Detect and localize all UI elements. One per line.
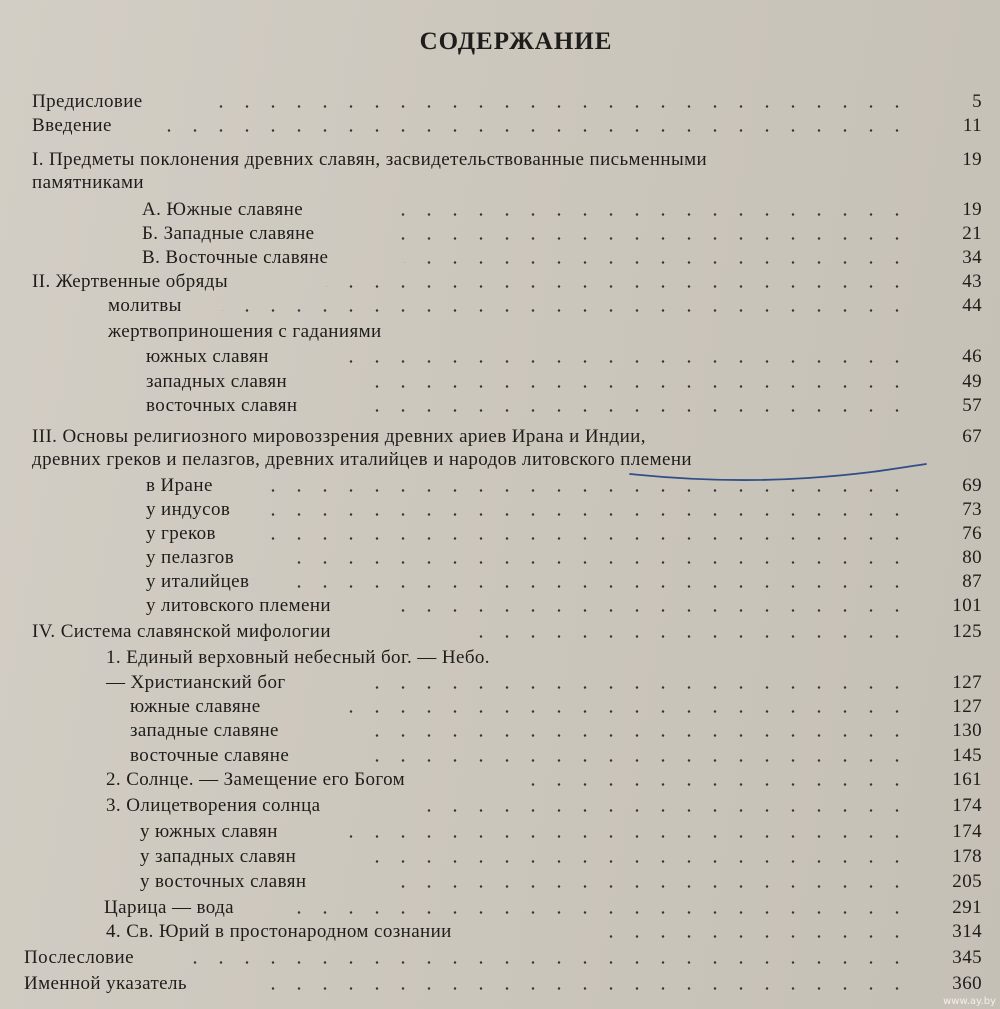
toc-entry-title: I. Предметы поклонения древних славян, засвидетельствованные письменными bbox=[32, 149, 708, 170]
dot-leader bbox=[392, 609, 910, 612]
toc-page-number: 314 bbox=[952, 921, 982, 942]
dot-leader bbox=[524, 783, 910, 786]
dot-leader bbox=[372, 759, 910, 762]
toc-entry-prayers bbox=[0, 294, 1000, 318]
toc-page-number: 46 bbox=[962, 346, 982, 367]
dot-leader bbox=[262, 513, 910, 516]
toc-entry-hindus bbox=[0, 498, 1000, 522]
dot-leader bbox=[460, 635, 910, 638]
toc-entry-eastern-slavs-3 bbox=[0, 744, 1000, 768]
toc-entry-saint-george bbox=[0, 920, 1000, 944]
toc-entry-western-slavs-3 bbox=[0, 719, 1000, 743]
dot-leader bbox=[250, 489, 910, 492]
toc-page-number: 125 bbox=[952, 621, 982, 642]
dot-leader bbox=[330, 360, 910, 363]
dot-leader bbox=[384, 885, 910, 888]
dot-leader bbox=[360, 409, 910, 412]
toc-page-number: 80 bbox=[962, 547, 982, 568]
toc-page-number: 130 bbox=[952, 720, 982, 741]
toc-page-number: 174 bbox=[952, 795, 982, 816]
dot-leader bbox=[346, 710, 910, 713]
toc-page-number: 57 bbox=[962, 395, 982, 416]
toc-entry-title: западных славян bbox=[146, 371, 288, 392]
toc-entry-title: 1. Единый верховный небесный бог. — Небо. bbox=[106, 647, 490, 668]
watermark: www.ay.by bbox=[943, 996, 996, 1007]
dot-leader bbox=[326, 285, 910, 288]
toc-entry-title: у пелазгов bbox=[146, 547, 235, 568]
toc-entry-title: Б. Западные славяне bbox=[142, 223, 315, 244]
dot-leader bbox=[360, 686, 910, 689]
toc-entry-chapter-3 bbox=[0, 425, 1000, 449]
toc-page-number: 21 bbox=[962, 223, 982, 244]
toc-entry-title: II. Жертвенные обряды bbox=[32, 271, 229, 292]
dot-leader bbox=[360, 385, 910, 388]
dot-leader bbox=[222, 309, 910, 312]
toc-entry-eastern-slavs-2 bbox=[0, 394, 1000, 418]
toc-page-number: 174 bbox=[952, 821, 982, 842]
toc-entry-title: памятниками bbox=[32, 172, 144, 193]
dot-leader bbox=[380, 213, 910, 216]
toc-entry-southern-slavs-2 bbox=[0, 345, 1000, 369]
toc-entry-title: южные славяне bbox=[130, 696, 261, 717]
toc-entry-title: у индусов bbox=[146, 499, 231, 520]
toc-page-number: 19 bbox=[962, 149, 982, 170]
dot-leader bbox=[250, 537, 910, 540]
toc-page-number: 76 bbox=[962, 523, 982, 544]
toc-entry-title: восточные славяне bbox=[130, 745, 290, 766]
toc-entry-southern-slavs-4 bbox=[0, 820, 1000, 844]
dot-leader bbox=[374, 860, 910, 863]
toc-entry-eastern-slavs-4 bbox=[0, 870, 1000, 894]
dot-leader bbox=[160, 129, 910, 132]
toc-page-number: 345 bbox=[952, 947, 982, 968]
dot-leader bbox=[348, 835, 910, 838]
toc-page-number: 87 bbox=[962, 571, 982, 592]
toc-entry-lithuanian-tribe bbox=[0, 594, 1000, 618]
toc-page-number: 291 bbox=[952, 897, 982, 918]
toc-entry-sacrifices bbox=[0, 320, 1000, 344]
toc-entry-title: у литовского племени bbox=[146, 595, 331, 616]
toc-entry-christian-god bbox=[0, 671, 1000, 695]
toc-entry-title: в Иране bbox=[146, 475, 213, 496]
toc-entry-southern-slavs bbox=[0, 198, 1000, 222]
toc-page-number: 34 bbox=[962, 247, 982, 268]
toc-entry-afterword bbox=[0, 946, 1000, 970]
toc-page-number: 44 bbox=[962, 295, 982, 316]
dot-leader bbox=[262, 987, 910, 990]
toc-page-number: 49 bbox=[962, 371, 982, 392]
toc-entry-eastern-slavs bbox=[0, 246, 1000, 270]
pen-underline-mark bbox=[628, 460, 928, 484]
toc-entry-title: III. Основы религиозного мировоззрения древних ариев Ирана и Индии, bbox=[32, 426, 646, 447]
dot-leader bbox=[292, 911, 910, 914]
dot-leader bbox=[404, 261, 910, 264]
toc-page-number: 205 bbox=[952, 871, 982, 892]
toc-entry-title: у восточных славян bbox=[140, 871, 307, 892]
toc-entry-western-slavs-4 bbox=[0, 845, 1000, 869]
toc-entry-sun-personifications bbox=[0, 794, 1000, 818]
dot-leader bbox=[276, 561, 910, 564]
toc-entry-title: 4. Св. Юрий в простонародном сознании bbox=[106, 921, 452, 942]
toc-entry-title: Послесловие bbox=[24, 947, 134, 968]
toc-page-number: 5 bbox=[972, 91, 982, 112]
dot-leader bbox=[590, 935, 910, 938]
toc-entry-chapter-1 bbox=[0, 148, 1000, 172]
toc-entry-pelasgians bbox=[0, 546, 1000, 570]
toc-entry-title: 2. Солнце. — Замещение его Богом bbox=[106, 769, 406, 790]
toc-entry-chapter-2 bbox=[0, 270, 1000, 294]
toc-entry-title: 3. Олицетворения солнца bbox=[106, 795, 321, 816]
toc-entry-title: Именной указатель bbox=[24, 973, 187, 994]
toc-page-number: 69 bbox=[962, 475, 982, 496]
toc-entry-title: — Христианский бог bbox=[106, 672, 286, 693]
toc-entry-title: Царица — вода bbox=[104, 897, 235, 918]
toc-entry-chapter-1-cont bbox=[0, 171, 1000, 195]
toc-entry-name-index bbox=[0, 972, 1000, 996]
toc-entry-title: IV. Система славянской мифологии bbox=[32, 621, 331, 642]
toc-entry-title: А. Южные славяне bbox=[142, 199, 304, 220]
toc-page-number: 43 bbox=[962, 271, 982, 292]
toc-entry-sun bbox=[0, 768, 1000, 792]
toc-entry-title: у южных славян bbox=[140, 821, 278, 842]
toc-entry-western-slavs bbox=[0, 222, 1000, 246]
toc-entry-title: молитвы bbox=[108, 295, 182, 316]
toc-entry-title: Предисловие bbox=[32, 91, 143, 112]
pen-underline-stroke bbox=[630, 464, 926, 480]
toc-entry-preface bbox=[0, 90, 1000, 114]
toc-entry-title: жертвоприношения с гаданиями bbox=[108, 321, 382, 342]
toc-entry-western-slavs-2 bbox=[0, 370, 1000, 394]
toc-page-number: 19 bbox=[962, 199, 982, 220]
dot-leader bbox=[360, 734, 910, 737]
toc-page-number: 360 bbox=[952, 973, 982, 994]
toc-page-number: 127 bbox=[952, 696, 982, 717]
toc-entry-greeks bbox=[0, 522, 1000, 546]
toc-page-number: 127 bbox=[952, 672, 982, 693]
toc-entry-title: древних греков и пелазгов, древних италийцев и народов литовского племени bbox=[32, 449, 692, 470]
toc-page-number: 67 bbox=[962, 426, 982, 447]
dot-leader bbox=[392, 237, 910, 240]
toc-entry-title: западные славяне bbox=[130, 720, 279, 741]
toc-entry-title: у западных славян bbox=[140, 846, 297, 867]
toc-entry-title: южных славян bbox=[146, 346, 269, 367]
dot-leader bbox=[290, 585, 910, 588]
page-title: СОДЕРЖАНИЕ bbox=[419, 28, 613, 55]
toc-page-number: 11 bbox=[962, 115, 982, 136]
toc-entry-water-queen bbox=[0, 896, 1000, 920]
dot-leader bbox=[418, 809, 910, 812]
toc-page-number: 101 bbox=[952, 595, 982, 616]
toc-entry-supreme-god bbox=[0, 646, 1000, 670]
toc-entry-southern-slavs-3 bbox=[0, 695, 1000, 719]
dot-leader bbox=[200, 105, 910, 108]
toc-page-number: 161 bbox=[952, 769, 982, 790]
toc-entry-title: восточных славян bbox=[146, 395, 298, 416]
toc-entry-title: В. Восточные славяне bbox=[142, 247, 329, 268]
toc-page-number: 145 bbox=[952, 745, 982, 766]
toc-entry-italics bbox=[0, 570, 1000, 594]
toc-entry-introduction bbox=[0, 114, 1000, 138]
dot-leader bbox=[186, 961, 910, 964]
toc-page-number: 178 bbox=[952, 846, 982, 867]
toc-entry-title: у греков bbox=[146, 523, 216, 544]
toc-entry-title: у италийцев bbox=[146, 571, 250, 592]
toc-page-number: 73 bbox=[962, 499, 982, 520]
toc-entry-title: Введение bbox=[32, 115, 112, 136]
toc-entry-chapter-4 bbox=[0, 620, 1000, 644]
